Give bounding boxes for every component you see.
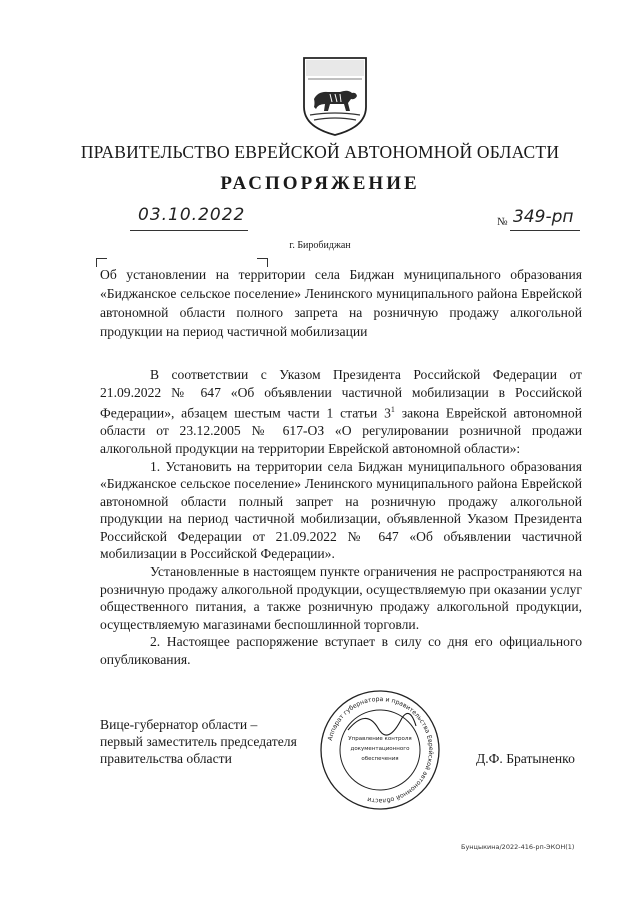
intro-paragraph bbox=[100, 366, 582, 458]
intro-text-part2: закона Еврейской автономной области от 23.12.2005 № 617-ОЗ «О регулировании розничной продажи алкогольной продукции на территории Еврейской автономной области»: bbox=[100, 405, 582, 456]
stamp-inner-line-3: обеспечения bbox=[361, 756, 399, 762]
signatory-name: Д.Ф. Братыненко bbox=[476, 751, 575, 766]
document-number: 349-рп bbox=[513, 207, 574, 227]
intro-superscript: 1 bbox=[390, 405, 395, 415]
city-label: г. Биробиджан bbox=[289, 240, 351, 251]
stamp-inner-line-1: Управление контроля bbox=[348, 736, 412, 742]
document-date: 03.10.2022 bbox=[138, 205, 246, 225]
document-subject: Об установлении на территории села Биджан муниципального образования «Биджанское сельское поселение» Ленинского муниципального района Еврейской автономной области полного запрета на розничную продажу алкогольной продукции на период частичной мобилизации bbox=[100, 267, 582, 339]
organization-title: ПРАВИТЕЛЬСТВО ЕВРЕЙСКОЙ АВТОНОМНОЙ ОБЛАСТИ bbox=[80, 142, 560, 162]
signatory-position-line2: первый заместитель председателя bbox=[100, 734, 297, 749]
item-1-paragraph: 1. Установить на территории села Биджан муниципального образования «Биджанское сельское поселение» Ленинского муниципального района Еврейской автономной области полный запрет на розничную продажу алкогольной продукции на период частичной мобилизации, объявленной Указом Президента Российской Федерации от 21.09.2022 № 647 «Об объявлении частичной мобилизации в Российской Федерации». bbox=[100, 458, 582, 562]
stamp-outer-text: Аппарат губернатора и правительства Еврейской автономной области bbox=[326, 695, 435, 805]
number-underline bbox=[510, 230, 580, 231]
signatory-position bbox=[100, 716, 297, 767]
item-2-paragraph: 2. Настоящее распоряжение вступает в силу со дня его официального опубликования. bbox=[100, 634, 582, 668]
stamp-inner-line-2: документационного bbox=[350, 746, 410, 752]
intro-text-part1: В соответствии с Указом Президента Российской Федерации от 21.09.2022 № 647 «Об объявлении частичной мобилизации в Российской Федерации», абзацем шестым части 1 статьи 3 bbox=[100, 367, 582, 421]
official-stamp bbox=[318, 688, 442, 812]
item-1-note-paragraph: Установленные в настоящем пункте ограничения не распространяются на розничную продажу алкогольной продукции, осуществляемую при оказании услуг общественного питания, а также розничную продажу алкогольной продукции, осуществляемую магазинами беспошлинной торговли. bbox=[100, 564, 582, 632]
document-type-heading: РАСПОРЯЖЕНИЕ bbox=[220, 173, 420, 194]
date-underline bbox=[130, 230, 248, 231]
number-label: № bbox=[497, 216, 508, 228]
document-body bbox=[100, 366, 582, 669]
coat-of-arms-emblem bbox=[300, 55, 370, 137]
footer-reference: Бунцыкина/2022-416-рп-ЭКОН(1) bbox=[461, 843, 575, 851]
signatory-position-line3: правительства области bbox=[100, 751, 232, 766]
signatory-position-line1: Вице-губернатор области – bbox=[100, 717, 258, 732]
